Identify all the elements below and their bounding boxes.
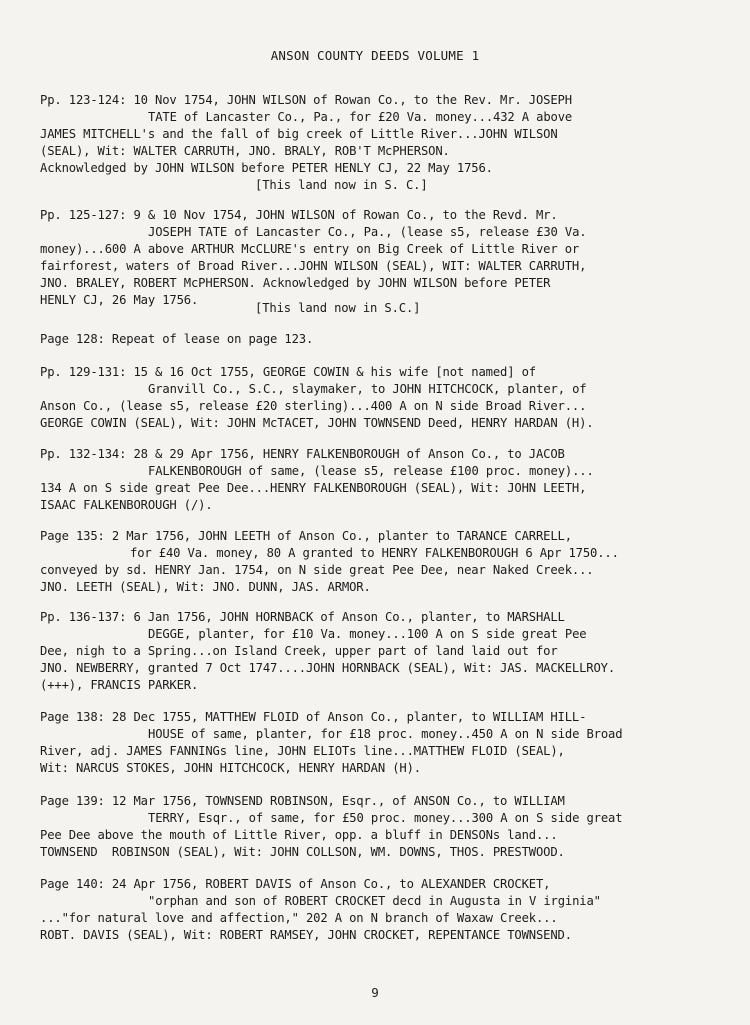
entry-line: JNO. NEWBERRY, granted 7 Oct 1747....JOHN HORNBACK (SEAL), Wit: JAS. MACKELLROY. xyxy=(40,661,615,675)
entry-line: (+++), FRANCIS PARKER. xyxy=(40,678,199,692)
deed-entry xyxy=(40,331,730,348)
entry-line: Page 128: Repeat of lease on page 123. xyxy=(40,332,314,346)
entry-note: [This land now in S.C.] xyxy=(255,301,421,315)
entry-line: "orphan and son of ROBERT CROCKET decd in Augusta in V irginia" xyxy=(148,894,601,908)
deed-entry xyxy=(40,364,730,432)
page-title: ANSON COUNTY DEEDS VOLUME 1 xyxy=(270,48,480,63)
entry-line: HENLY CJ, 26 May 1756. xyxy=(40,293,199,307)
entry-line: ROBT. DAVIS (SEAL), Wit: ROBERT RAMSEY, JOHN CROCKET, REPENTANCE TOWNSEND. xyxy=(40,928,572,942)
deed-entry xyxy=(40,446,730,514)
entry-line: ..."for natural love and affection," 202 A on N branch of Waxaw Creek... xyxy=(40,911,558,925)
entry-line: TATE of Lancaster Co., Pa., for £20 Va. money...432 A above xyxy=(148,110,573,124)
entry-line: TOWNSEND ROBINSON (SEAL), Wit: JOHN COLLSON, WM. DOWNS, THOS. PRESTWOOD. xyxy=(40,845,565,859)
entry-line: Dee, nigh to a Spring...on Island Creek, upper part of land laid out for xyxy=(40,644,558,658)
entry-line: Page 139: 12 Mar 1756, TOWNSEND ROBINSON, Esqr., of ANSON Co., to WILLIAM xyxy=(40,794,565,808)
entry-note: [This land now in S. C.] xyxy=(255,178,428,192)
entry-line: Anson Co., (lease s5, release £20 sterling)...400 A on N side Broad River... xyxy=(40,399,587,413)
entry-line: Granvill Co., S.C., slaymaker, to JOHN HITCHCOCK, planter, of xyxy=(148,382,587,396)
entry-line: Pp. 123-124: 10 Nov 1754, JOHN WILSON of Rowan Co., to the Rev. Mr. JOSEPH xyxy=(40,93,572,107)
entry-line: Page 135: 2 Mar 1756, JOHN LEETH of Anson Co., planter to TARANCE CARRELL, xyxy=(40,529,572,543)
entry-line: JNO. BRALEY, ROBERT McPHERSON. Acknowledged by JOHN WILSON before PETER xyxy=(40,276,551,290)
entry-line: DEGGE, planter, for £10 Va. money...100 A on S side great Pee xyxy=(148,627,587,641)
deed-entry xyxy=(40,92,730,194)
entry-line: conveyed by sd. HENRY Jan. 1754, on N side great Pee Dee, near Naked Creek... xyxy=(40,563,594,577)
entry-line: fairforest, waters of Broad River...JOHN WILSON (SEAL), WIT: WALTER CARRUTH, xyxy=(40,259,587,273)
entry-line: JNO. LEETH (SEAL), Wit: JNO. DUNN, JAS. ARMOR. xyxy=(40,580,371,594)
entry-line: FALKENBOROUGH of same, (lease s5, release £100 proc. money)... xyxy=(148,464,594,478)
entry-line: Page 140: 24 Apr 1756, ROBERT DAVIS of Anson Co., to ALEXANDER CROCKET, xyxy=(40,877,551,891)
entry-line: Pee Dee above the mouth of Little River, opp. a bluff in DENSONs land... xyxy=(40,828,558,842)
entry-line: Acknowledged by JOHN WILSON before PETER HENLY CJ, 22 May 1756. xyxy=(40,161,493,175)
entry-line: JAMES MITCHELL's and the fall of big creek of Little River...JOHN WILSON xyxy=(40,127,558,141)
entry-line: TERRY, Esqr., of same, for £50 proc. money...300 A on S side great xyxy=(148,811,623,825)
entry-line: for £40 Va. money, 80 A granted to HENRY FALKENBOROUGH 6 Apr 1750... xyxy=(130,546,619,560)
entry-line: River, adj. JAMES FANNINGs line, JOHN ELIOTs line...MATTHEW FLOID (SEAL), xyxy=(40,744,565,758)
entry-line: 134 A on S side great Pee Dee...HENRY FALKENBOROUGH (SEAL), Wit: JOHN LEETH, xyxy=(40,481,587,495)
entry-line: Pp. 125-127: 9 & 10 Nov 1754, JOHN WILSON of Rowan Co., to the Revd. Mr. xyxy=(40,208,558,222)
entry-line: GEORGE COWIN (SEAL), Wit: JOHN McTACET, JOHN TOWNSEND Deed, HENRY HARDAN (H). xyxy=(40,416,594,430)
page-number: 9 xyxy=(371,985,379,1000)
entry-line: Page 138: 28 Dec 1755, MATTHEW FLOID of Anson Co., planter, to WILLIAM HILL- xyxy=(40,710,587,724)
entry-line: ISAAC FALKENBOROUGH (/). xyxy=(40,498,213,512)
entry-line: money)...600 A above ARTHUR McCLURE's entry on Big Creek of Little River or xyxy=(40,242,580,256)
entry-line: Pp. 132-134: 28 & 29 Apr 1756, HENRY FALKENBOROUGH of Anson Co., to JACOB xyxy=(40,447,565,461)
deed-entry xyxy=(40,609,730,694)
entry-line: Pp. 136-137: 6 Jan 1756, JOHN HORNBACK of Anson Co., planter, to MARSHALL xyxy=(40,610,565,624)
deed-entry xyxy=(40,793,730,861)
entry-line: (SEAL), Wit: WALTER CARRUTH, JNO. BRALY, ROB'T McPHERSON. xyxy=(40,144,450,158)
deed-entry xyxy=(40,876,730,944)
entry-line: JOSEPH TATE of Lancaster Co., Pa., (lease s5, release £30 Va. xyxy=(148,225,587,239)
entry-line: Wit: NARCUS STOKES, JOHN HITCHCOCK, HENRY HARDAN (H). xyxy=(40,761,421,775)
deed-entry xyxy=(40,709,730,777)
entry-line: Pp. 129-131: 15 & 16 Oct 1755, GEORGE COWIN & his wife [not named] of xyxy=(40,365,536,379)
deed-entry xyxy=(40,528,730,596)
entry-line: HOUSE of same, planter, for £18 proc. money..450 A on N side Broad xyxy=(148,727,623,741)
deed-entry xyxy=(40,207,730,317)
